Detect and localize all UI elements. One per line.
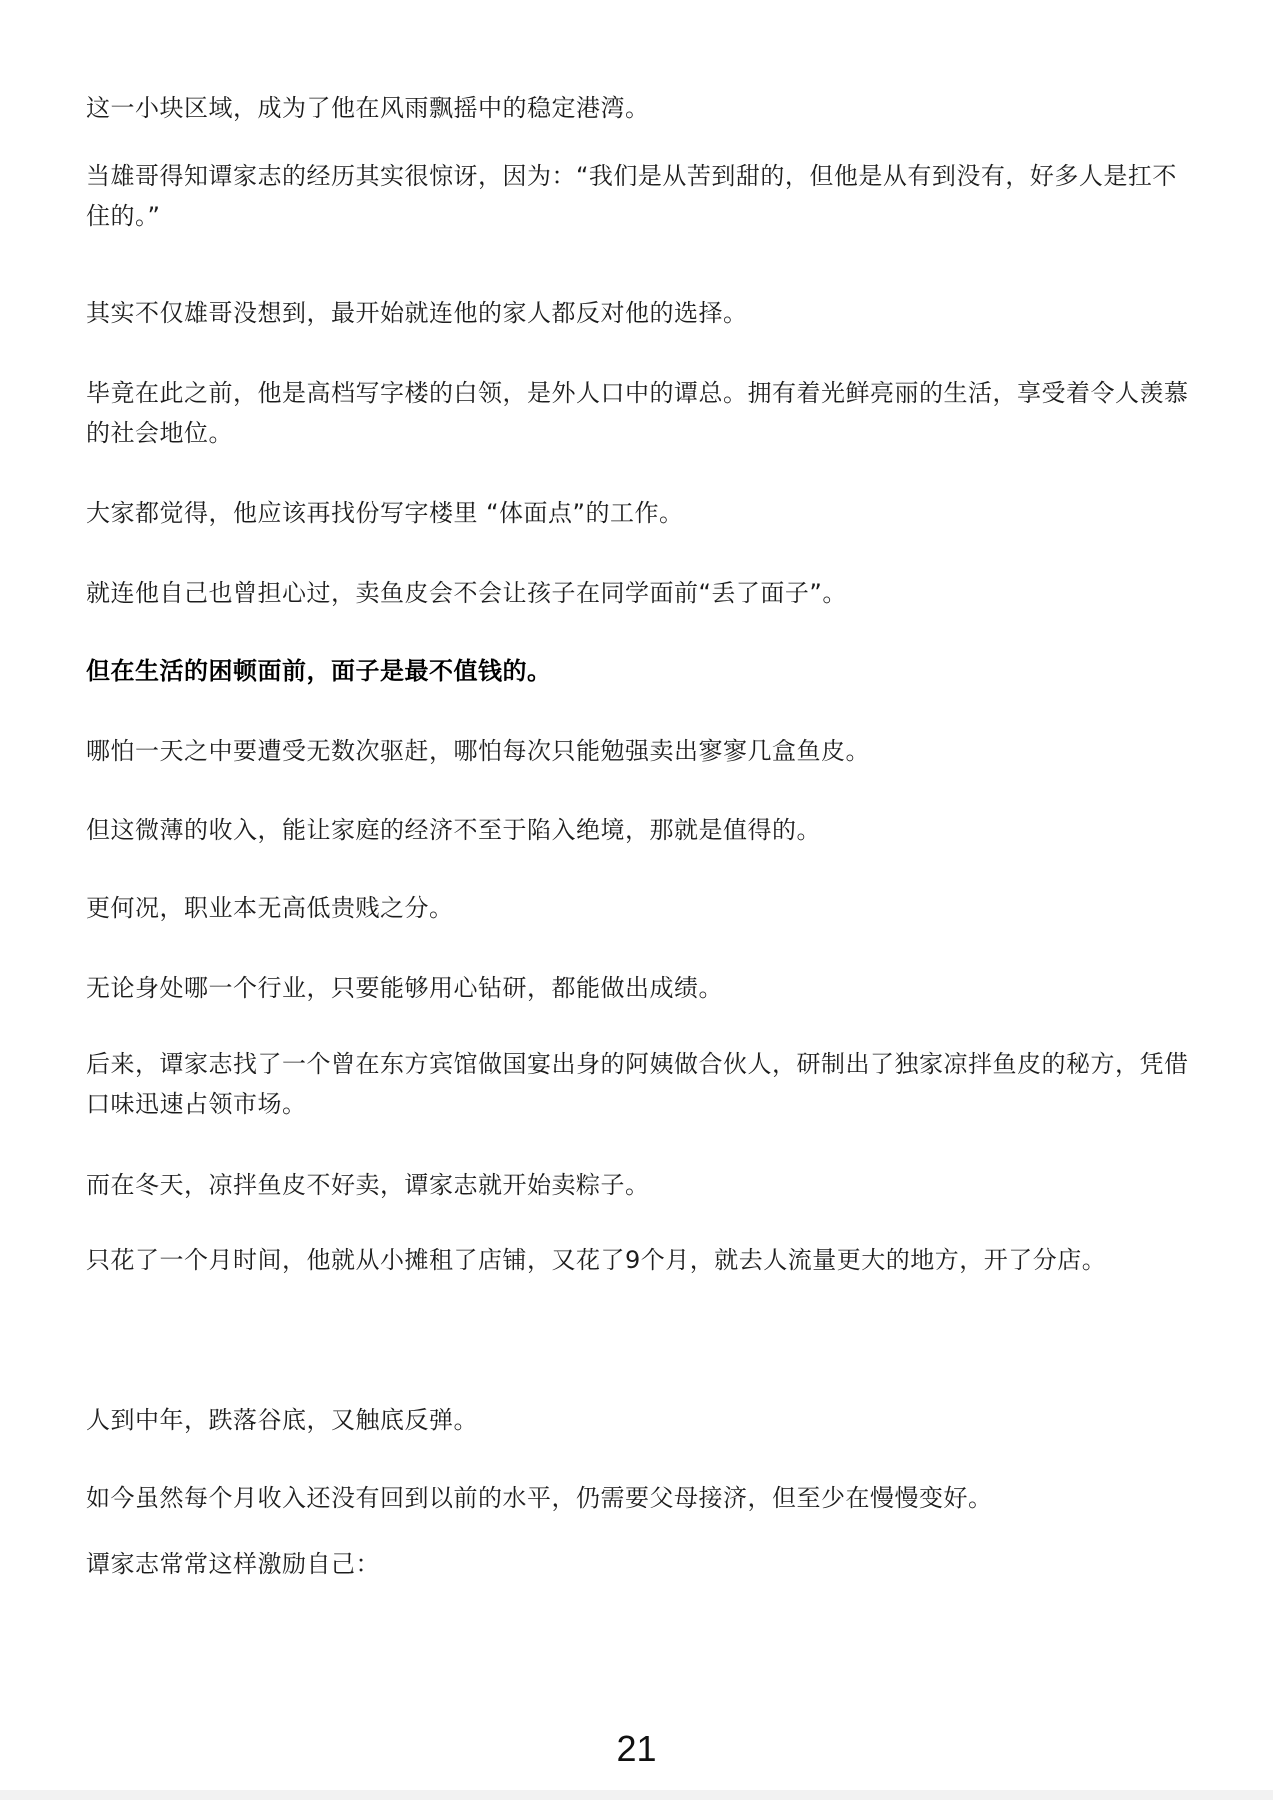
page-number: 21 [616, 1728, 657, 1769]
paragraph-4: 毕竟在此之前，他是高档写字楼的白领，是外人口中的谭总。拥有着光鲜亮丽的生活，享受着令人羡慕的社会地位。 [86, 379, 1189, 447]
paragraph-10: 更何况，职业本无高低贵贱之分。 [86, 894, 454, 922]
page-bottom-edge [0, 1790, 1273, 1800]
paragraph-6: 就连他自己也曾担心过，卖鱼皮会不会让孩子在同学面前“丢了面子”。 [86, 579, 847, 607]
paragraph-17: 谭家志常常这样激励自己： [86, 1550, 380, 1578]
paragraph-7-emphasis: 但在生活的困顿面前，面子是最不值钱的。 [86, 657, 552, 685]
paragraph-15: 人到中年，跌落谷底，又触底反弹。 [86, 1406, 478, 1434]
paragraph-8: 哪怕一天之中要遭受无数次驱赶，哪怕每次只能勉强卖出寥寥几盒鱼皮。 [86, 737, 870, 765]
paragraph-14: 只花了一个月时间，他就从小摊租了店铺，又花了9个月，就去人流量更大的地方，开了分店。 [86, 1246, 1107, 1274]
paragraph-13: 而在冬天，凉拌鱼皮不好卖，谭家志就开始卖粽子。 [86, 1171, 650, 1199]
paragraph-12: 后来，谭家志找了一个曾在东方宾馆做国宴出身的阿姨做合伙人，研制出了独家凉拌鱼皮的秘方，凭借口味迅速占领市场。 [86, 1050, 1189, 1118]
paragraph-5: 大家都觉得，他应该再找份写字楼里 “体面点”的工作。 [86, 499, 684, 527]
paragraph-1: 这一小块区域，成为了他在风雨飘摇中的稳定港湾。 [86, 94, 650, 122]
paragraph-2: 当雄哥得知谭家志的经历其实很惊讶，因为：“我们是从苦到甜的，但他是从有到没有，好多人是扛不住的。” [86, 162, 1177, 230]
paragraph-9: 但这微薄的收入，能让家庭的经济不至于陷入绝境，那就是值得的。 [86, 816, 821, 844]
paragraph-3: 其实不仅雄哥没想到，最开始就连他的家人都反对他的选择。 [86, 299, 748, 327]
paragraph-11: 无论身处哪一个行业，只要能够用心钻研，都能做出成绩。 [86, 974, 723, 1002]
paragraph-16: 如今虽然每个月收入还没有回到以前的水平，仍需要父母接济，但至少在慢慢变好。 [86, 1484, 993, 1512]
